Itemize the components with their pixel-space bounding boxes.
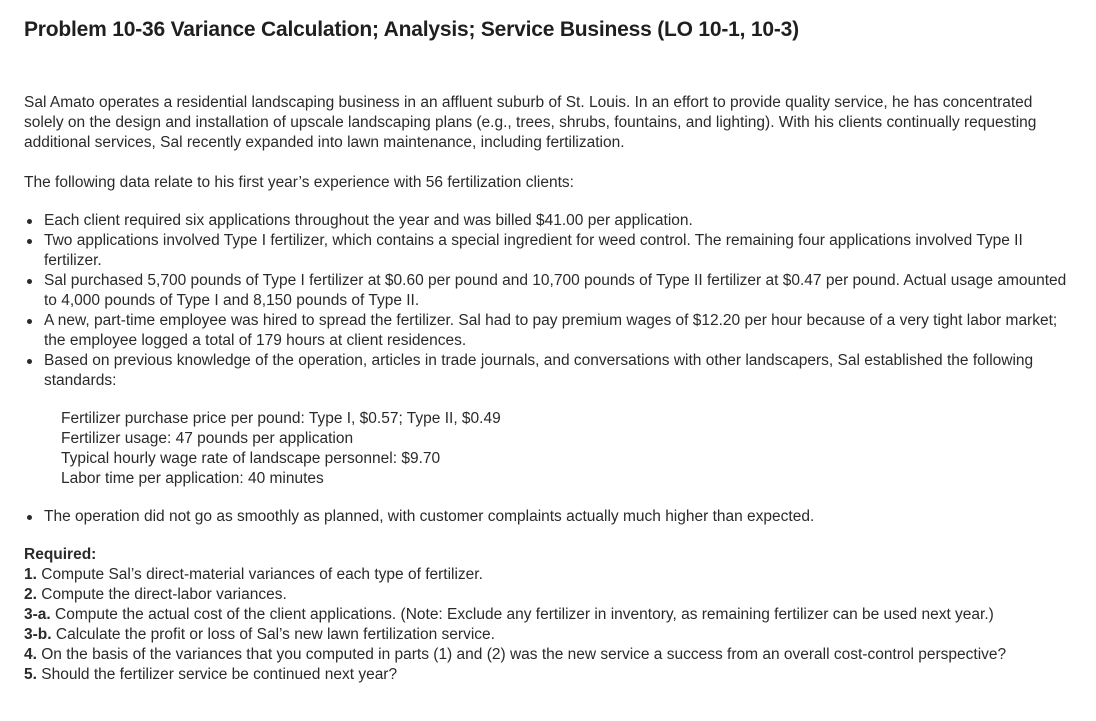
standard-line: Fertilizer purchase price per pound: Type I, $0.57; Type II, $0.49 bbox=[61, 410, 501, 427]
question-text: Calculate the profit or loss of Sal’s new lawn fertilization service. bbox=[55, 626, 495, 643]
question-4 bbox=[24, 645, 1076, 665]
question-number: 5. bbox=[24, 666, 37, 683]
list-item: Based on previous knowledge of the operation, articles in trade journals, and conversations with other landscapers, Sal established the following standards: bbox=[24, 351, 1076, 391]
question-text: Should the fertilizer service be continued next year? bbox=[41, 666, 398, 683]
question-number: 4. bbox=[24, 646, 37, 663]
list-item: Each client required six applications throughout the year and was billed $41.00 per application. bbox=[24, 211, 1076, 231]
standard-line: Labor time per application: 40 minutes bbox=[61, 470, 324, 487]
question-number: 2. bbox=[24, 586, 37, 603]
question-1 bbox=[24, 565, 1076, 585]
question-3b bbox=[24, 625, 1076, 645]
data-lead-paragraph: The following data relate to his first year’s experience with 56 fertilization clients: bbox=[24, 174, 574, 191]
problem-title: Problem 10-36 Variance Calculation; Analysis; Service Business (LO 10-1, 10-3) bbox=[24, 18, 799, 41]
question-text: On the basis of the variances that you computed in parts (1) and (2) was the new service a success from an overall cost-control perspective? bbox=[41, 646, 1007, 663]
question-number: 3-a. bbox=[24, 606, 51, 623]
question-2 bbox=[24, 585, 1076, 605]
final-bullet-list bbox=[24, 507, 1076, 527]
question-5 bbox=[24, 665, 1076, 685]
standard-line: Fertilizer usage: 47 pounds per application bbox=[61, 430, 354, 447]
question-number: 3-b. bbox=[24, 626, 52, 643]
standard-line: Typical hourly wage rate of landscape personnel: $9.70 bbox=[61, 450, 441, 467]
required-section bbox=[24, 545, 1076, 685]
list-item: Sal purchased 5,700 pounds of Type I fertilizer at $0.60 per pound and 10,700 pounds of Type II fertilizer at $0.47 per pound. Actual usage amounted to 4,000 pounds of Type I and 8,150 pounds of Type II. bbox=[24, 271, 1076, 311]
data-bullet-list bbox=[24, 211, 1076, 391]
question-3a bbox=[24, 605, 1076, 625]
question-text: Compute Sal’s direct-material variances of each type of fertilizer. bbox=[41, 566, 483, 583]
list-item: Two applications involved Type I fertilizer, which contains a special ingredient for weed control. The remaining four applications involved Type II fertilizer. bbox=[24, 231, 1076, 271]
list-item: The operation did not go as smoothly as planned, with customer complaints actually much higher than expected. bbox=[24, 507, 1076, 527]
question-text: Compute the direct-labor variances. bbox=[41, 586, 287, 603]
question-text: Compute the actual cost of the client applications. (Note: Exclude any fertilizer in inventory, as remaining fertilizer can be used next year.) bbox=[55, 606, 994, 623]
question-number: 1. bbox=[24, 566, 37, 583]
standards-block bbox=[61, 409, 1076, 489]
intro-paragraph: Sal Amato operates a residential landscaping business in an affluent suburb of St. Louis. In an effort to provide quality service, he has concentrated solely on the design and installation of upscale landscaping plans (e.g., trees, shrubs, fountains, and lighting). With his clients continually requesting additional services, Sal recently expanded into lawn maintenance, including fertilization. bbox=[24, 94, 1037, 151]
list-item: A new, part-time employee was hired to spread the fertilizer. Sal had to pay premium wages of $12.20 per hour because of a very tight labor market; the employee logged a total of 179 hours at client residences. bbox=[24, 311, 1076, 351]
required-heading: Required: bbox=[24, 546, 97, 563]
